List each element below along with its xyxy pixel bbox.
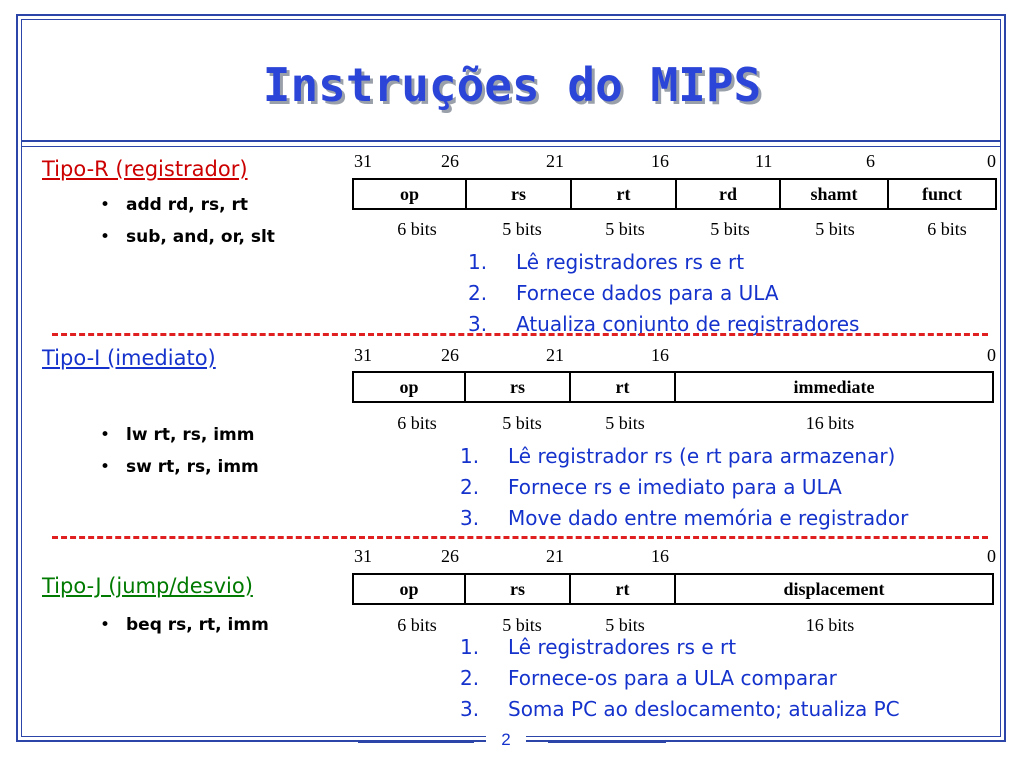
step-item: 1. Lê registradores rs e rt — [460, 635, 737, 659]
field-width: 6 bits — [397, 615, 437, 635]
bit-position: 26 — [441, 345, 459, 365]
bullet-list-j — [100, 609, 269, 641]
field-rt: rt — [571, 575, 676, 603]
field-width: 6 bits — [397, 413, 437, 433]
field-width: 5 bits — [605, 413, 645, 433]
bit-position: 0 — [987, 546, 996, 566]
step-item: 2. Fornece dados para a ULA — [468, 281, 779, 305]
field-width: 5 bits — [605, 615, 645, 635]
bit-position: 21 — [546, 345, 564, 365]
title-separator — [21, 140, 1001, 142]
field-op: op — [354, 575, 466, 603]
bit-position: 31 — [354, 546, 372, 566]
title-separator-thin — [21, 146, 1001, 147]
instruction-format-i — [352, 371, 994, 403]
bit-position: 26 — [441, 546, 459, 566]
bullet-item: • sub, and, or, slt — [100, 221, 275, 253]
field-width: 6 bits — [397, 219, 437, 239]
footer-line-left — [358, 741, 474, 743]
section-heading-i: Tipo-I (imediato) — [42, 346, 216, 370]
field-width: 6 bits — [927, 219, 967, 239]
bullet-list-r — [100, 189, 275, 253]
bit-position: 0 — [987, 345, 996, 365]
step-item: 1. Lê registradores rs e rt — [468, 250, 745, 274]
field-immediate: immediate — [793, 376, 875, 397]
step-item: 2. Fornece rs e imediato para a ULA — [460, 475, 842, 499]
step-item: 3. Soma PC ao deslocamento; atualiza PC — [460, 697, 900, 721]
field-rd: rd — [677, 180, 781, 208]
section-divider — [52, 333, 988, 336]
footer-line-right — [548, 741, 666, 743]
step-item: 2. Fornece-os para a ULA comparar — [460, 666, 837, 690]
field-op: op — [354, 180, 467, 208]
field-width: 5 bits — [502, 615, 542, 635]
bullet-item: • beq rs, rt, imm — [100, 609, 269, 641]
bullet-item: • add rd, rs, rt — [100, 189, 275, 221]
page-number: 2 — [486, 730, 526, 750]
step-item: 1. Lê registrador rs (e rt para armazenar) — [460, 444, 896, 468]
field-shamt: shamt — [781, 180, 889, 208]
bullet-item: • sw rt, rs, imm — [100, 451, 259, 483]
field-width: 16 bits — [805, 413, 855, 433]
field-width: 5 bits — [815, 219, 855, 239]
bit-position: 0 — [987, 151, 996, 171]
bit-position: 16 — [651, 345, 669, 365]
step-item: 3. Atualiza conjunto de registradores — [468, 312, 860, 336]
slide-title: Instruções do MIPS — [262, 58, 762, 112]
bullet-item: • lw rt, rs, imm — [100, 419, 259, 451]
steps-list-r — [468, 247, 859, 340]
bit-position: 31 — [354, 151, 372, 171]
section-heading-r: Tipo-R (registrador) — [42, 157, 248, 181]
field-rs: rs — [467, 180, 572, 208]
steps-list-j — [460, 632, 900, 725]
field-width: 5 bits — [710, 219, 750, 239]
instruction-format-r — [352, 178, 997, 210]
bit-position: 26 — [441, 151, 459, 171]
field-rt: rt — [571, 373, 676, 401]
field-rs: rs — [466, 575, 571, 603]
field-funct: funct — [922, 183, 962, 204]
steps-list-i — [460, 441, 908, 534]
instruction-format-j — [352, 573, 994, 605]
bit-position: 31 — [354, 345, 372, 365]
section-heading-j: Tipo-J (jump/desvio) — [42, 574, 253, 598]
bit-position: 21 — [546, 546, 564, 566]
field-width: 16 bits — [805, 615, 855, 635]
field-width: 5 bits — [502, 219, 542, 239]
bit-position: 6 — [866, 151, 875, 171]
bullet-list-i — [100, 419, 259, 483]
bit-position: 16 — [651, 546, 669, 566]
field-rs: rs — [466, 373, 571, 401]
field-op: op — [354, 373, 466, 401]
section-divider — [52, 536, 988, 539]
step-item: 3. Move dado entre memória e registrador — [460, 506, 909, 530]
field-width: 5 bits — [605, 219, 645, 239]
bit-position: 16 — [651, 151, 669, 171]
field-displacement: displacement — [783, 578, 885, 599]
field-width: 5 bits — [502, 413, 542, 433]
bit-position: 11 — [755, 151, 773, 171]
bit-position: 21 — [546, 151, 564, 171]
field-rt: rt — [572, 180, 677, 208]
